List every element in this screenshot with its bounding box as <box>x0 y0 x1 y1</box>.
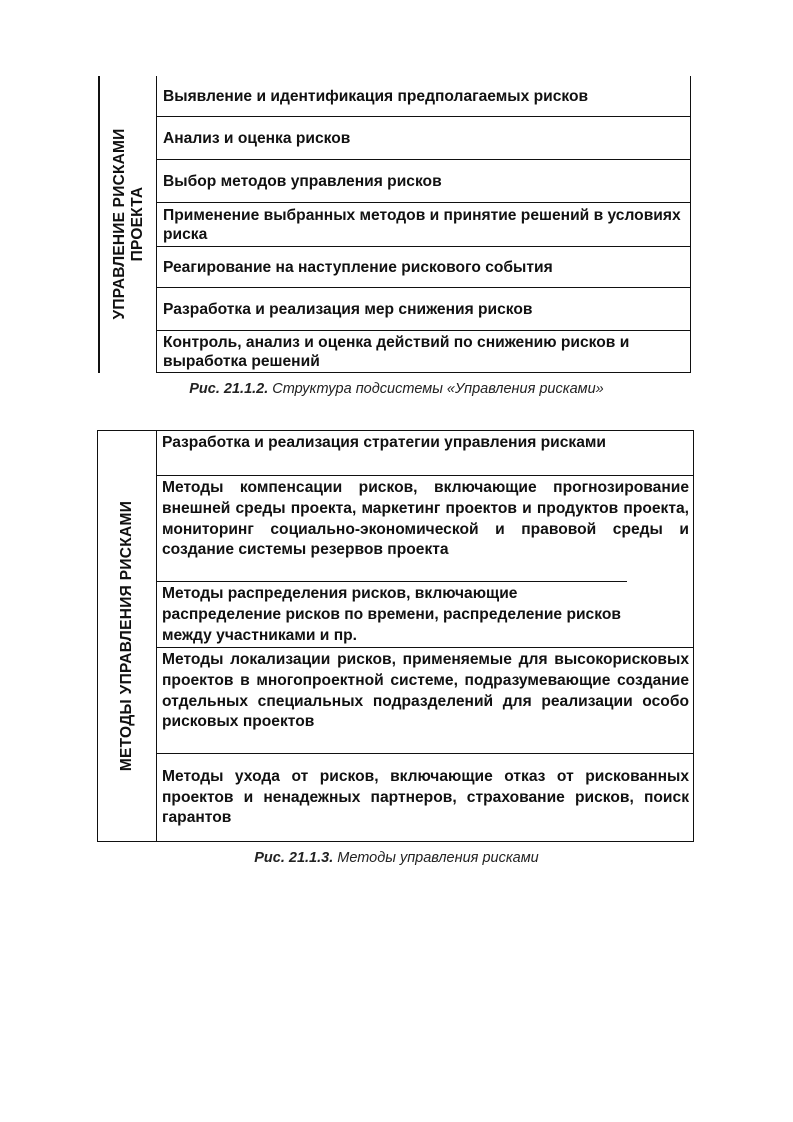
caption-number: Рис. 21.1.2. <box>189 381 269 397</box>
table-row: Разработка и реализация стратегии управления рисками <box>162 434 607 451</box>
figure1-caption <box>0 381 793 397</box>
side-label-line1: УПРАВЛЕНИЕ РИСКАМИ <box>111 128 128 320</box>
table-row: Методы распределения рисков, включающие распределение рисков по времени, распределение рисков между участниками и пр. <box>157 581 627 647</box>
figure2-caption <box>0 850 793 866</box>
side-label-line2: ПРОЕКТА <box>129 186 146 262</box>
side-label: МЕТОДЫ УПРАВЛЕНИЯ РИСКАМИ <box>118 500 135 772</box>
table-row: Выбор методов управления рисков <box>157 159 690 202</box>
risk-management-structure-table <box>98 76 691 373</box>
caption-text: Структура подсистемы «Управления рисками» <box>272 381 604 397</box>
table-row-text: Методы ухода от рисков, включающие отказ от рискованных проектов и ненадежных партнеров, страхование рисков, поиск гарантов <box>162 767 689 827</box>
table-row: Методы локализации рисков, применяемые для высокорисковых проектов в многопроектной системе, подразумевающие создание отдельных специальных подразделений для реализации особо рисковых проектов <box>157 647 693 753</box>
table-row: Применение выбранных методов и принятие решений в условиях риска <box>157 202 690 246</box>
table-row: Разработка и реализация мер снижения рисков <box>157 287 690 330</box>
table-row: Выявление и идентификация предполагаемых рисков <box>163 87 589 105</box>
table-row <box>157 753 693 842</box>
methods-side-label <box>98 431 157 841</box>
risk-management-methods-table <box>97 430 694 842</box>
table-row: Контроль, анализ и оценка действий по снижению рисков и выработка решений <box>157 330 690 373</box>
table-row: Методы компенсации рисков, включающие прогнозирование внешней среды проекта, маркетинг проектов и продуктов проекта, мониторинг социально-экономической и правовой среды и создание системы резервов проекта <box>157 475 693 581</box>
table-row: Реагирование на наступление рискового события <box>157 246 690 287</box>
table-row: Анализ и оценка рисков <box>157 116 690 159</box>
caption-text: Методы управления рисками <box>337 850 539 866</box>
caption-number: Рис. 21.1.3. <box>254 850 334 866</box>
risk-management-side-label <box>98 76 156 373</box>
